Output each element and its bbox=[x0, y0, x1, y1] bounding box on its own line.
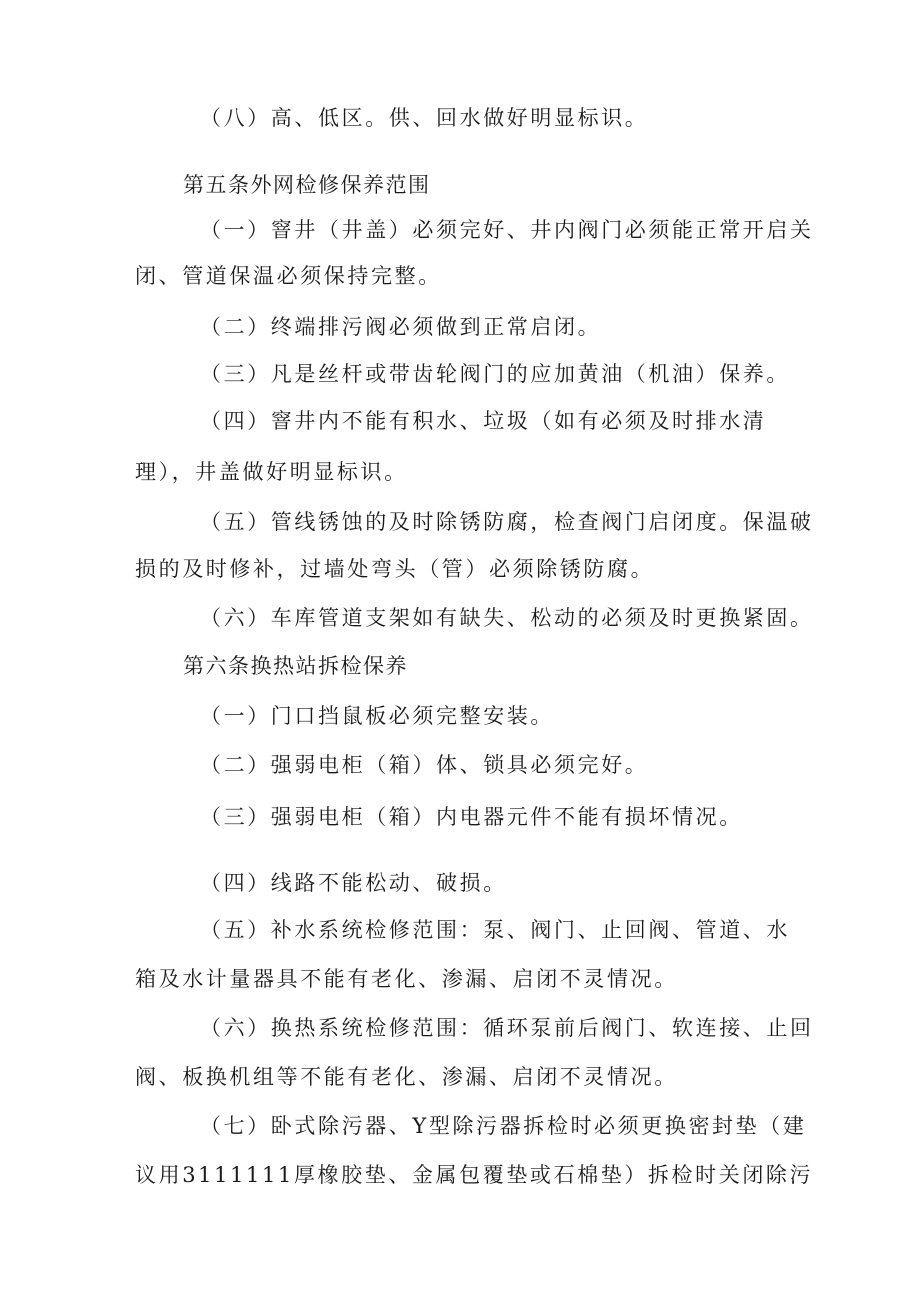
text-line: （三）凡是丝杆或带齿轮阀门的应加黄油（机油）保养。 bbox=[200, 362, 790, 386]
text-line: （二）终端排污阀必须做到正常启闭。 bbox=[200, 315, 602, 339]
text-line: （四）窨井内不能有积水、垃圾（如有必须及时排水清 bbox=[200, 409, 767, 433]
text-line: 闭、管道保温必须保持完整。 bbox=[135, 264, 442, 288]
text-line: （八）高、低区。供、回水做好明显标识。 bbox=[200, 106, 649, 130]
text-line: （二）强弱电柜（箱）体、锁具必须完好。 bbox=[200, 753, 649, 777]
section-heading: 第五条外网检修保养范围 bbox=[183, 173, 431, 197]
text-line: （六）车库管道支架如有缺失、松动的必须及时更换紧固。 bbox=[200, 606, 814, 630]
text-line: （一）窨井（井盖）必须完好、井内阀门必须能正常开启关 bbox=[200, 218, 814, 242]
text-line: （三）强弱电柜（箱）内电器元件不能有损坏情况。 bbox=[200, 805, 743, 829]
text-line: 箱及水计量器具不能有老化、渗漏、启闭不灵情况。 bbox=[135, 967, 678, 991]
text-line: 损的及时修补，过墙处弯头（管）必须除锈防腐。 bbox=[135, 557, 655, 581]
text-line: （六）换热系统检修范围：循环泵前后阀门、软连接、止回 bbox=[200, 1016, 814, 1040]
text-line: （一）门口挡鼠板必须完整安装。 bbox=[200, 704, 554, 728]
text-line: 阀、板换机组等不能有老化、渗漏、启闭不灵情况。 bbox=[135, 1065, 678, 1089]
text-line: 议用3111111厚橡胶垫、金属包覆垫或石棉垫）拆检时关闭除污 bbox=[135, 1163, 814, 1187]
text-line: 理），井盖做好明显标识。 bbox=[135, 460, 408, 484]
text-line: （五）管线锈蚀的及时除锈防腐，检查阀门启闭度。保温破 bbox=[200, 510, 814, 534]
text-line: （四）线路不能松动、破损。 bbox=[200, 871, 507, 895]
text-line: （五）补水系统检修范围：泵、阀门、止回阀、管道、水 bbox=[200, 918, 790, 942]
text-line: （七）卧式除污器、Y型除污器拆检时必须更换密封垫（建 bbox=[200, 1114, 807, 1138]
section-heading: 第六条换热站拆检保养 bbox=[183, 654, 408, 678]
